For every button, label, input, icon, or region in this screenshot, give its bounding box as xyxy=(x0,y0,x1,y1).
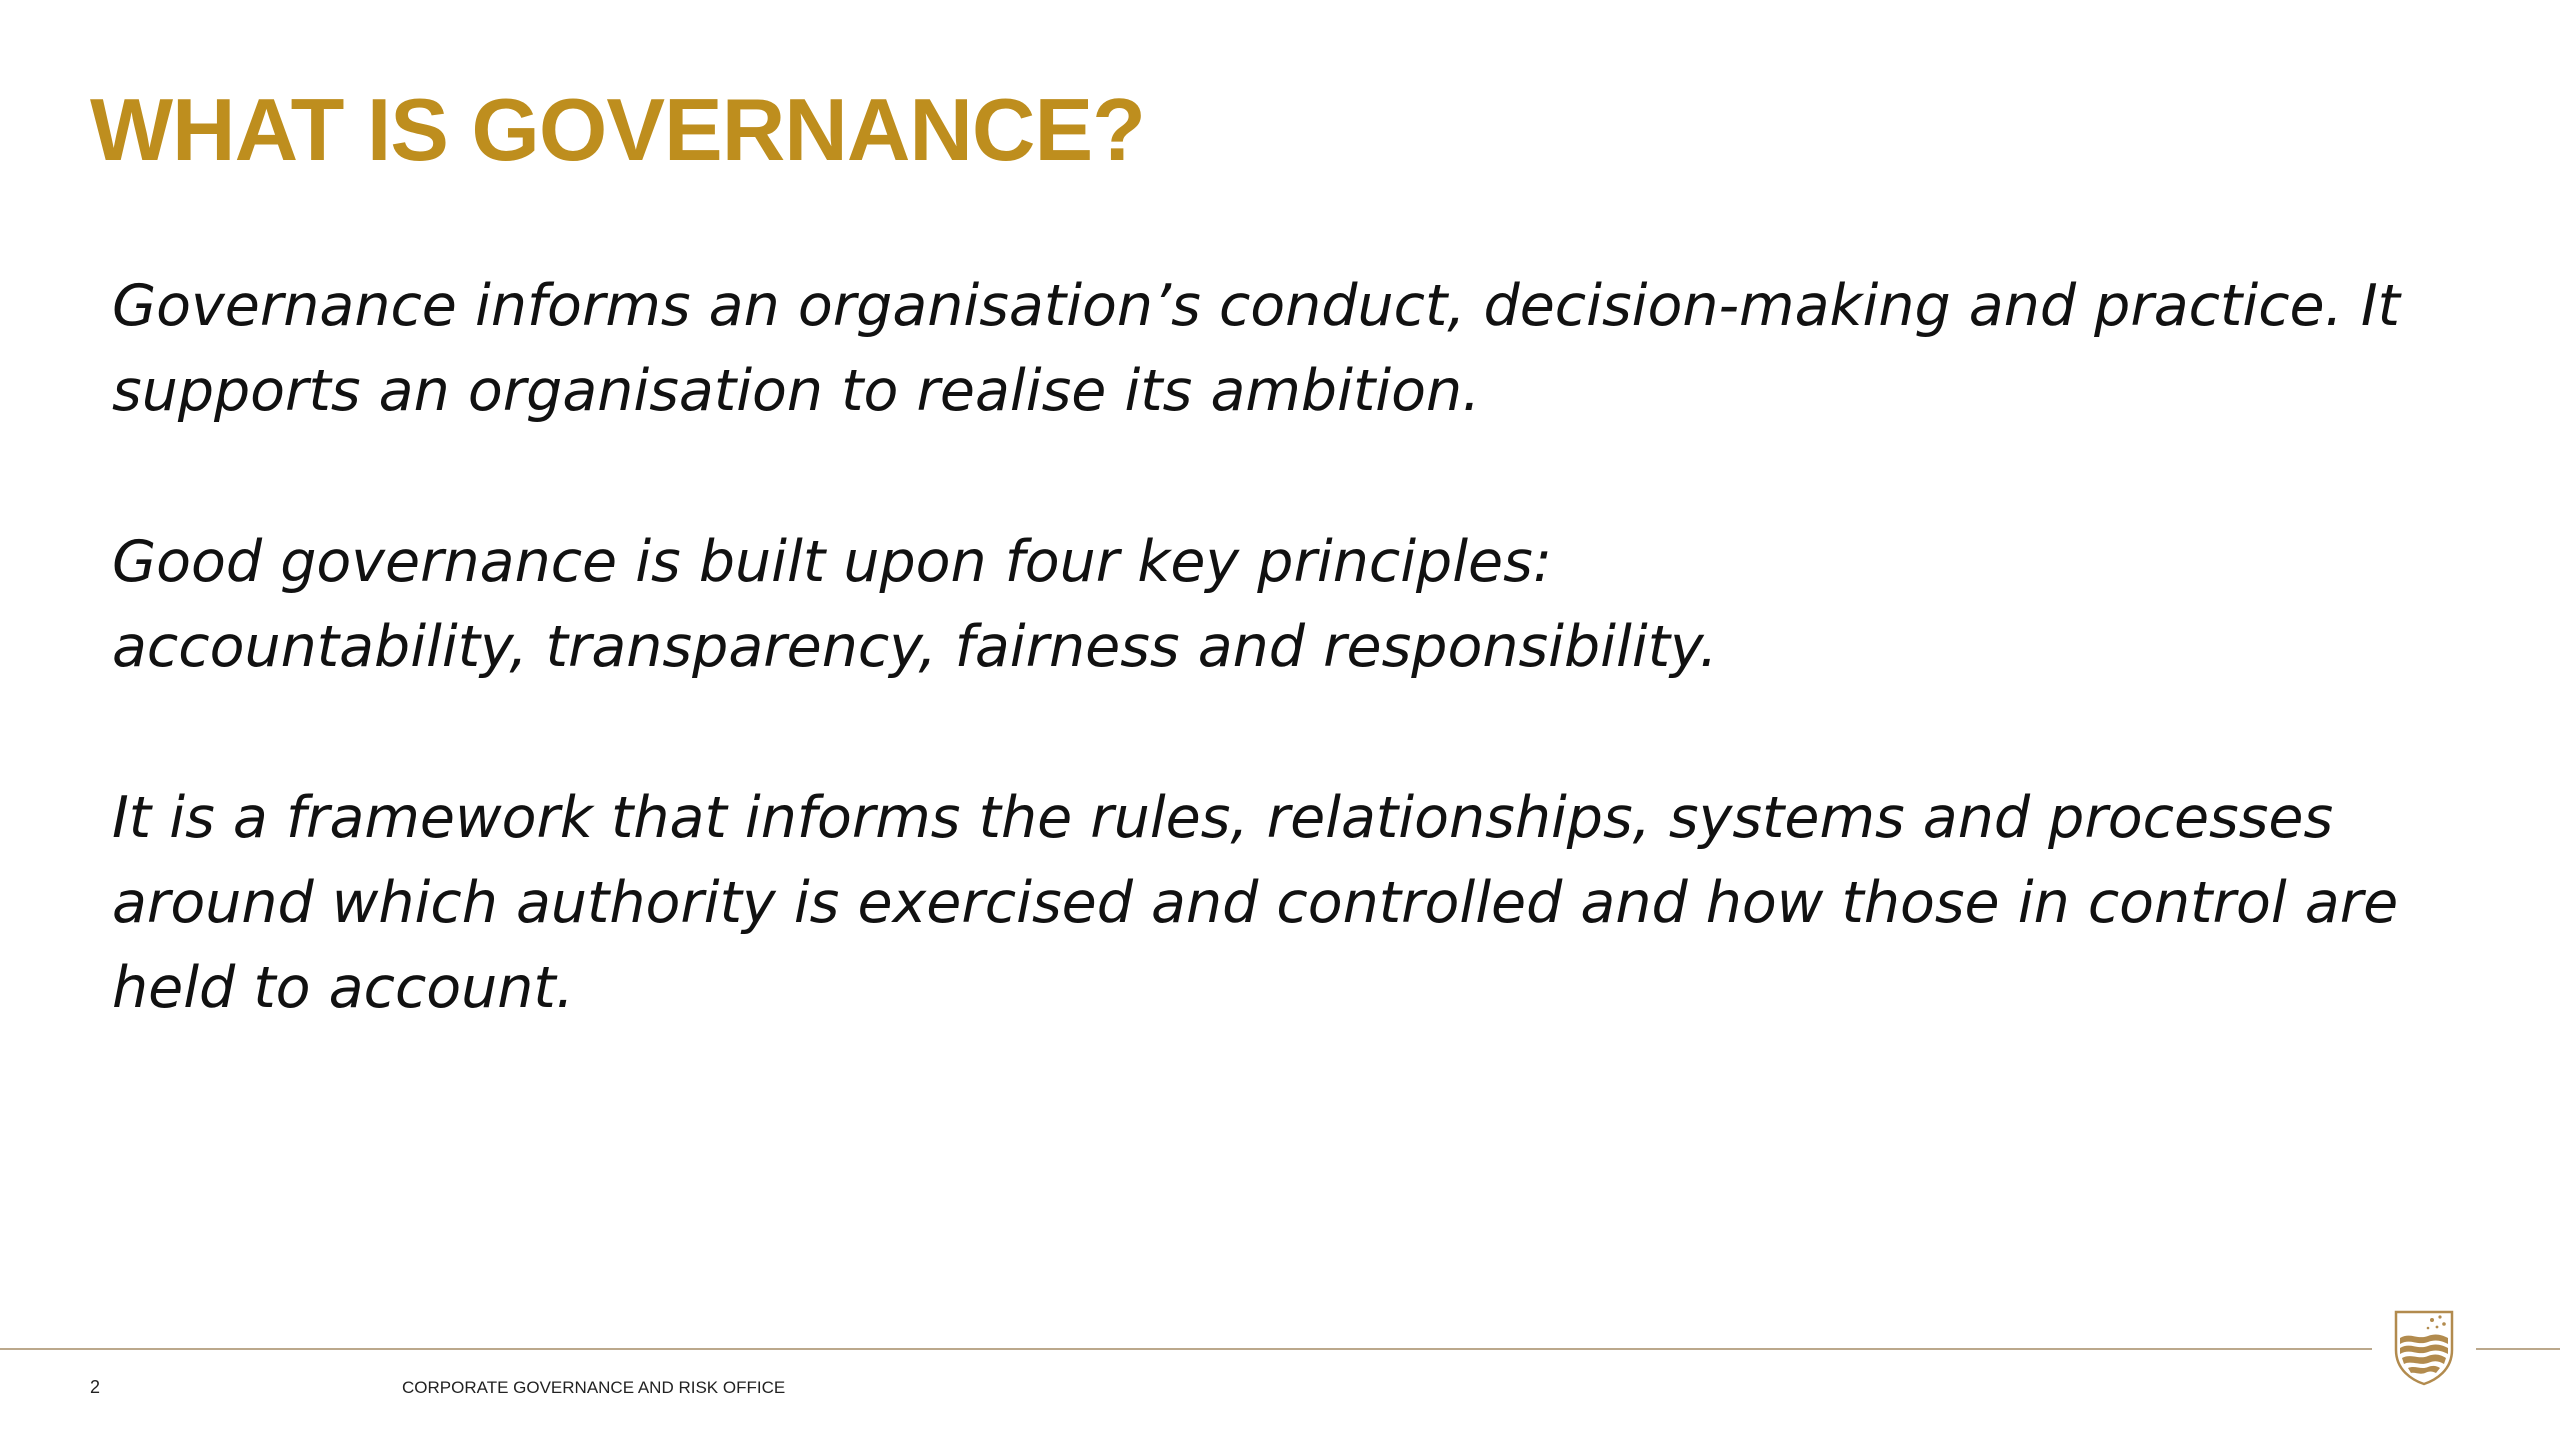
university-crest-icon xyxy=(2392,1308,2456,1386)
paragraph-definition xyxy=(112,264,2452,434)
footer-divider-left xyxy=(0,1348,2372,1350)
paragraph-framework xyxy=(112,776,2452,1031)
paragraph-line: It is a framework that informs the rules, relationships, systems and processes xyxy=(112,785,2334,851)
footer-department-label: CORPORATE GOVERNANCE AND RISK OFFICE xyxy=(402,1378,786,1397)
paragraph-principles xyxy=(112,520,2452,690)
paragraph-line: accountability, transparency, fairness and responsibility. xyxy=(112,614,1718,680)
paragraph-line: held to account. xyxy=(112,955,574,1021)
paragraph-line: supports an organisation to realise its ambition. xyxy=(112,358,1481,424)
slide-title: WHAT IS GOVERNANCE? xyxy=(90,80,1145,179)
page-number: 2 xyxy=(90,1377,101,1397)
footer-divider-right xyxy=(2476,1348,2560,1350)
paragraph-line: Good governance is built upon four key principles: xyxy=(112,529,1553,595)
paragraph-line: around which authority is exercised and controlled and how those in control are xyxy=(112,870,2399,936)
paragraph-line: Governance informs an organisation’s conduct, decision-making and practice. It xyxy=(112,273,2401,339)
